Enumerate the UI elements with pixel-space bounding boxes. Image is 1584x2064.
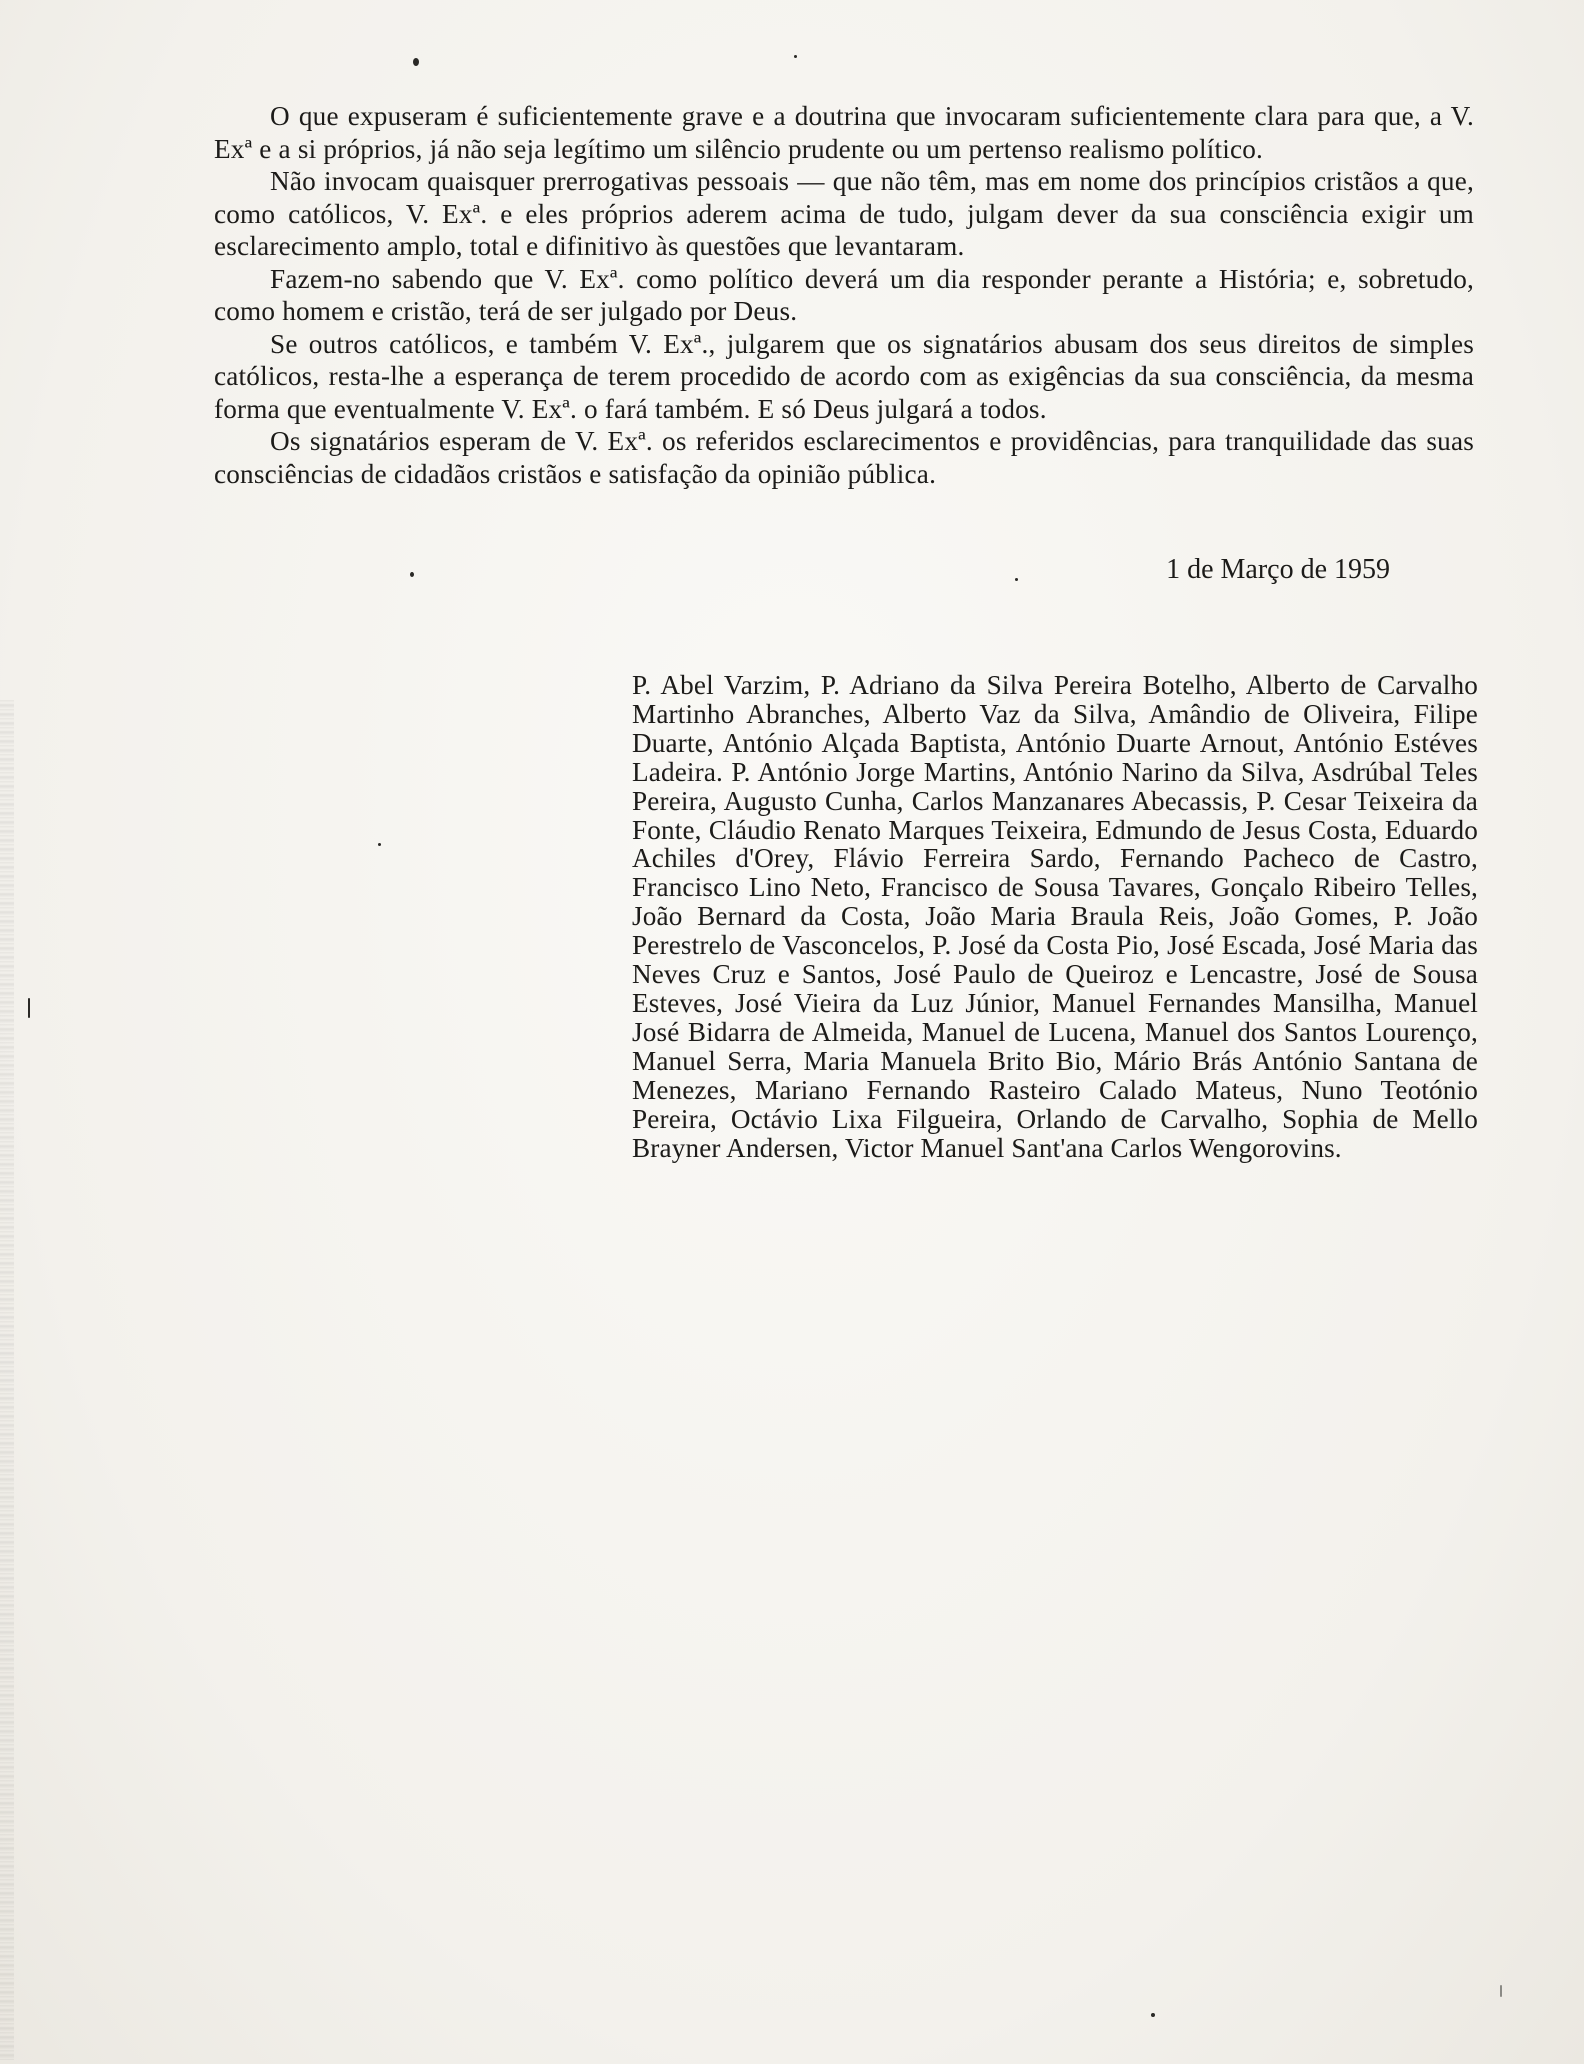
letter-body bbox=[214, 100, 1474, 490]
signatories-list: P. Abel Varzim, P. Adriano da Silva Pereira Botelho, Alberto de Carvalho Martinho Abranches, Alberto Vaz da Silva, Amândio de Oliveira, Filipe Duarte, António Alçada Baptista, António Duarte Arnout, António Estéves Ladeira. P. António Jorge Martins, António Narino da Silva, Asdrúbal Teles Pereira, Augusto Cunha, Carlos Manzanares Abecassis, P. Cesar Teixeira da Fonte, Cláudio Renato Marques Teixeira, Edmundo de Jesus Costa, Eduardo Achiles d'Orey, Flávio Ferreira Sardo, Fernando Pacheco de Castro, Francisco Lino Neto, Francisco de Sousa Tavares, Gonçalo Ribeiro Telles, João Bernard da Costa, João Maria Braula Reis, João Gomes, P. João Perestrelo de Vasconcelos, P. José da Costa Pio, José Escada, José Maria das Neves Cruz e Santos, José Paulo de Queiroz e Lencastre, José de Sousa Esteves, José Vieira da Luz Júnior, Manuel Fernandes Mansilha, Manuel José Bidarra de Almeida, Manuel de Lucena, Manuel dos Santos Lourenço, Manuel Serra, Maria Manuela Brito Bio, Mário Brás António Santana de Menezes, Mariano Fernando Rasteiro Calado Mateus, Nuno Teotónio Pereira, Octávio Lixa Filgueira, Orlando de Carvalho, Sophia de Mello Brayner Andersen, Victor Manuel Sant'ana Carlos Wengorovins. bbox=[632, 670, 1478, 1163]
paragraph-1: O que expuseram é suficientemente grave e a doutrina que invocaram suficientemente clara para que, a V. Exª e a si próprios, já não seja legítimo um silêncio prudente ou um pertenso realismo político. bbox=[214, 101, 1474, 164]
letter-date: 1 de Março de 1959 bbox=[1166, 554, 1390, 585]
paragraph-4: Se outros católicos, e também V. Exª., julgarem que os signatários abusam dos seus direitos de simples católicos, resta-lhe a esperança de terem procedido de acordo com as exigências da sua consciência, da mesma forma que eventualmente V. Exª. o fará também. E só Deus julgará a todos. bbox=[214, 328, 1474, 424]
scan-edge-noise bbox=[0, 700, 14, 2060]
scan-speck bbox=[410, 572, 414, 577]
scan-speck bbox=[1151, 2013, 1155, 2017]
scan-speck bbox=[794, 55, 797, 58]
paragraph-2: Não invocam quaisquer prerrogativas pessoais — que não têm, mas em nome dos princípios cristãos a que, como católicos, V. Exª. e eles próprios aderem acima de tudo, julgam dever da sua consciência exigir um esclarecimento amplo, total e difinitivo às questões que levantaram. bbox=[214, 166, 1474, 261]
scan-speck bbox=[1500, 1985, 1502, 1997]
scan-speck bbox=[413, 58, 419, 66]
paragraph-3: Fazem-no sabendo que V. Exª. como político deverá um dia responder perante a História; e, sobretudo, como homem e cristão, terá de ser julgado por Deus. bbox=[214, 263, 1474, 326]
scan-speck bbox=[378, 843, 381, 846]
scan-speck bbox=[28, 998, 30, 1018]
paragraph-5: Os signatários esperam de V. Exª. os referidos esclarecimentos e providências, para tranquilidade das suas consciências de cidadãos cristãos e satisfação da opinião pública. bbox=[214, 426, 1474, 489]
scan-speck bbox=[1015, 578, 1018, 581]
